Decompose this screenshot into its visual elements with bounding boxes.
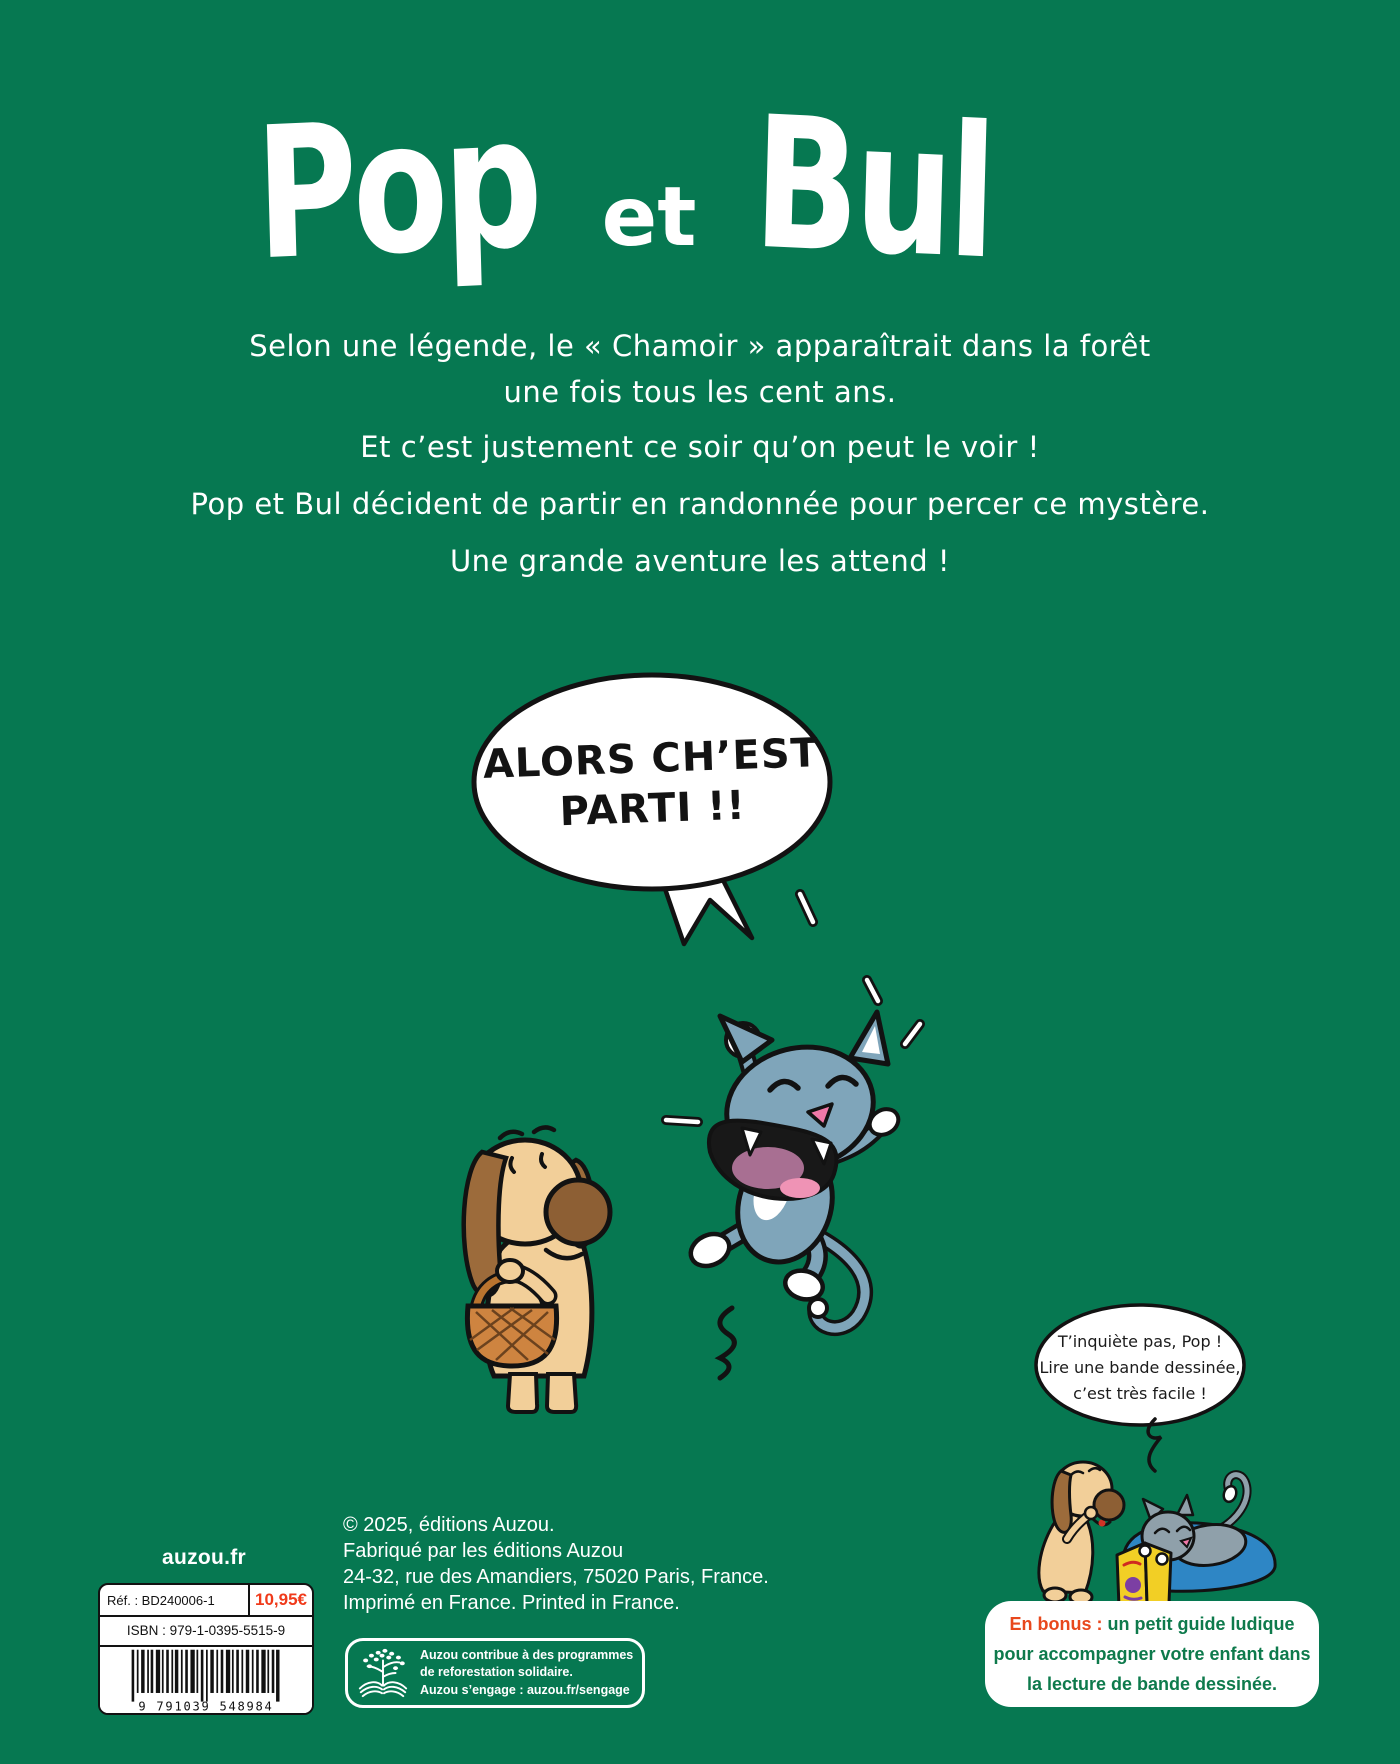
reference-number: Réf. : BD240006-1 <box>107 1592 215 1608</box>
cat-character <box>686 1012 903 1378</box>
dog-eyebrows <box>500 1127 554 1138</box>
cat-tail-tip <box>809 1299 827 1317</box>
blurb-line-5: Une grande aventure les attend ! <box>449 544 951 578</box>
eco-line-3: Auzou s’engage : auzou.fr/sengage <box>420 1682 630 1697</box>
bonus-text <box>993 1609 1311 1699</box>
small-dog-paw <box>1085 1507 1097 1519</box>
title-word-bul: Bul <box>750 77 994 300</box>
corner-bubble-line1: T’inquiète pas, Pop ! <box>1057 1332 1223 1351</box>
tree-book-icon <box>356 1646 410 1700</box>
small-dog-character <box>1039 1462 1124 1604</box>
main-illustration <box>380 660 980 1430</box>
title-connector: et <box>601 170 697 266</box>
blurb-line-3: Et c’est justement ce soir qu’on peut le voir ! <box>360 430 1040 464</box>
small-cat-character <box>1117 1475 1275 1607</box>
cat-lower-tongue <box>780 1178 820 1198</box>
imprint-line-address: 24-32, rue des Amandiers, 75020 Paris, France. <box>343 1566 769 1588</box>
barcode-digits: 9 791039 548984 <box>138 1699 274 1712</box>
corner-vignette <box>1005 1293 1315 1618</box>
eco-badge-text <box>420 1647 633 1700</box>
bonus-rest: un petit guide ludique pour accompagner votre enfant dans la lecture de bande dessinée. <box>993 1614 1311 1694</box>
title-word-pop: Pop <box>252 76 541 301</box>
speech-bubble <box>474 675 830 944</box>
blurb-line-4: Pop et Bul décident de partir en randonnée pour percer ce mystère. <box>190 487 1210 521</box>
barcode-graphic <box>111 1648 301 1712</box>
motion-squiggle <box>720 1308 735 1378</box>
dog-character <box>464 1127 610 1412</box>
publisher-website: auzou.fr <box>161 1546 247 1569</box>
dog-right-leg <box>547 1374 576 1412</box>
small-cat-paw-left <box>1140 1546 1151 1557</box>
small-cat-ear-right <box>1177 1495 1193 1515</box>
eco-line-2: de reforestation solidaire. <box>420 1665 573 1680</box>
corner-bubble-line2: Lire une bande dessinée, <box>1039 1358 1241 1377</box>
bonus-box <box>985 1601 1319 1707</box>
comic-book-art-scribble <box>1125 1577 1141 1593</box>
speech-bubble-text-line1: ALORS CH’EST <box>482 730 820 788</box>
barcode-bars <box>132 1650 280 1702</box>
eco-line-1: Auzou contribue à des programmes <box>420 1647 634 1662</box>
dog-nose <box>546 1180 610 1244</box>
dog-left-leg <box>508 1374 537 1412</box>
speech-bubble-text-line2: PARTI !! <box>558 782 747 836</box>
small-dog-foot-left <box>1044 1588 1066 1602</box>
eco-badge <box>345 1638 645 1708</box>
small-dog-nose <box>1094 1490 1124 1520</box>
corner-bubble-tail <box>1148 1419 1161 1471</box>
imprint-line-copyright: © 2025, éditions Auzou. <box>343 1514 555 1536</box>
barcode <box>100 1647 312 1713</box>
imprint-line-printed: Imprimé en France. Printed in France. <box>343 1592 680 1614</box>
book-title <box>0 76 1240 335</box>
isbn: ISBN : 979-1-0395-5515-9 <box>100 1617 312 1647</box>
corner-speech-bubble <box>1036 1305 1244 1471</box>
small-dog-ear <box>1052 1471 1071 1532</box>
imprint-block <box>343 1512 769 1616</box>
blurb-line-2: une fois tous les cent ans. <box>503 375 897 409</box>
price-isbn-barcode-label <box>98 1583 314 1715</box>
ref-price-row <box>100 1585 312 1617</box>
bonus-highlight: En bonus : <box>1009 1614 1103 1634</box>
imprint-line-manufacturer: Fabriqué par les éditions Auzou <box>343 1540 624 1562</box>
small-cat-paw-right <box>1157 1554 1168 1565</box>
dog-paw-on-handle <box>497 1260 523 1282</box>
price: 10,95€ <box>248 1585 312 1615</box>
corner-bubble-line3: c’est très facile ! <box>1073 1384 1207 1403</box>
blurb-line-1: Selon une légende, le « Chamoir » apparaîtrait dans la forêt <box>249 329 1151 363</box>
